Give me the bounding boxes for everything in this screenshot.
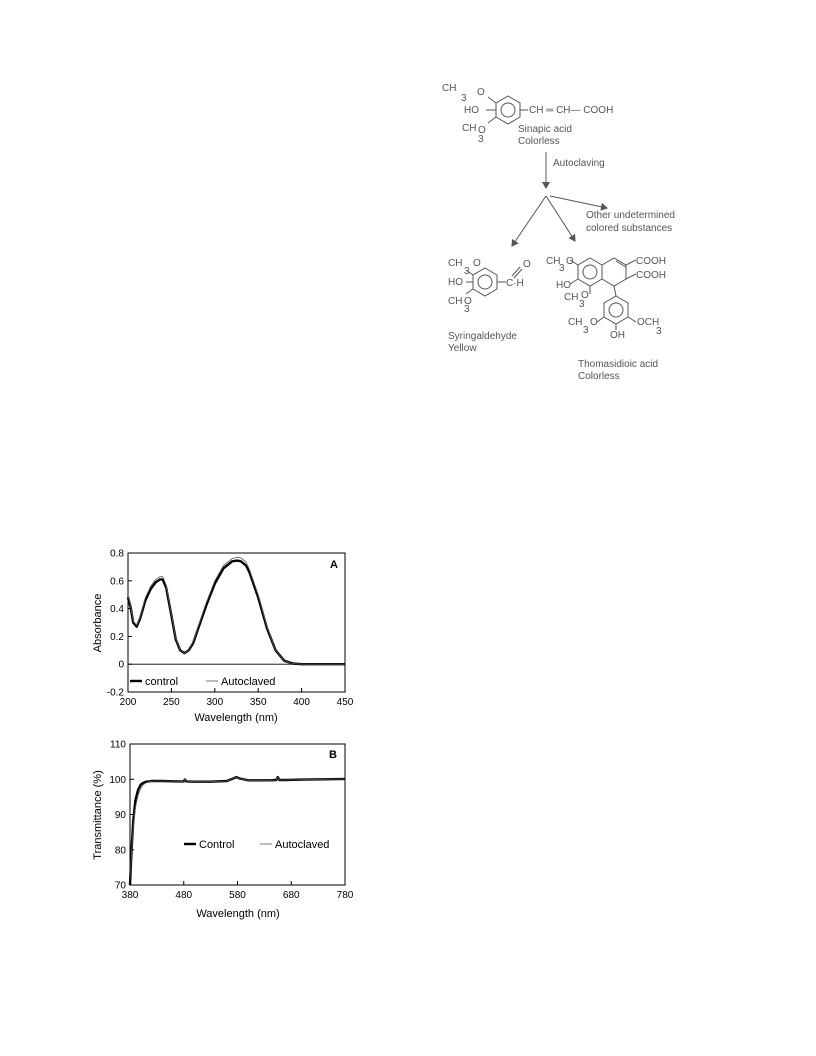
chartB-x-ticks — [122, 881, 354, 901]
chartB-legend-control-label: Control — [199, 839, 235, 851]
sinapic-ho: HO — [464, 105, 479, 116]
syr-aldehyde-o: O — [523, 259, 531, 270]
chartA-x-ticks — [120, 688, 354, 708]
chartB-x-tick-label: 380 — [121, 890, 139, 901]
tho-o-left: O — [590, 317, 598, 328]
chartA-x-tick-label: 350 — [249, 697, 267, 708]
tho-cooh-1: COOH — [636, 256, 666, 267]
autoclaving-label: Autoclaving — [553, 158, 605, 169]
sinapic-acid-color: Colorless — [518, 136, 560, 147]
sinapic-ch3-bottom: CH — [462, 123, 477, 134]
reaction-scheme — [440, 78, 720, 388]
chartA-y-tick-label: 0.8 — [110, 548, 124, 560]
syr-ch3-top: CH — [448, 258, 463, 269]
sinapic-o-top: O — [477, 87, 485, 98]
chartB-legend — [184, 839, 329, 851]
chartB-y-tick-label: 80 — [114, 845, 126, 857]
chartB-series-control-line — [130, 777, 345, 885]
chartA-y-axis-label: Absorbance — [92, 593, 104, 653]
chartB-series-autoclaved-line — [130, 777, 345, 885]
chartA-y-tick-label: -0.2 — [106, 687, 124, 699]
chartB-x-tick-label: 480 — [175, 890, 193, 901]
syr-3-bottom: 3 — [464, 304, 470, 315]
syr-o-top: O — [473, 258, 481, 269]
thomasidioic-acid-name: Thomasidioic acid — [578, 359, 659, 370]
other-substances-line2: colored substances — [586, 223, 673, 234]
syringaldehyde-name: Syringaldehyde — [448, 331, 517, 342]
syr-3-top: 3 — [464, 266, 470, 277]
chartA-x-tick-label: 250 — [163, 697, 180, 708]
sinapic-3-bottom: 3 — [478, 134, 484, 145]
chartA-x-tick-label: 200 — [119, 697, 137, 708]
tho-3-top: 3 — [559, 263, 565, 274]
sinapic-3-top: 3 — [461, 93, 467, 104]
tho-3-mid: 3 — [579, 299, 585, 310]
absorbance-chart — [88, 545, 358, 725]
syr-aldehyde-ch: C·H — [506, 278, 524, 289]
chartB-y-tick-label: 70 — [114, 880, 126, 892]
chartB-y-tick-label: 110 — [110, 739, 126, 751]
sinapic-ch3-top: CH — [442, 83, 457, 94]
sinapic-acid-name: Sinapic acid — [518, 124, 572, 135]
tho-o-top: O — [566, 256, 574, 267]
other-substances-line1: Other undetermined — [586, 210, 675, 221]
tho-3-left: 3 — [583, 325, 589, 336]
thomasidioic-acid-color: Colorless — [578, 371, 620, 382]
tho-ch3-mid: CH — [564, 292, 579, 303]
tho-cooh-2: COOH — [636, 270, 666, 281]
chartA-series-control-line — [128, 561, 345, 665]
chartA-legend-autoclaved-label: Autoclaved — [221, 676, 276, 688]
syringaldehyde-color: Yellow — [448, 343, 477, 354]
chartA-legend-control-label: control — [145, 676, 179, 688]
sinapic-o-bottom: O — [478, 125, 486, 136]
syr-ch3-bottom: CH — [448, 296, 463, 307]
chartB-panel-label: B — [329, 749, 337, 761]
tho-oh: OH — [610, 330, 625, 341]
chartA-x-tick-label: 400 — [293, 697, 310, 708]
syr-o-bottom: O — [464, 296, 472, 307]
chartA-panel-label: A — [330, 559, 338, 571]
tho-o-mid: O — [581, 290, 589, 301]
tho-ch3-top: CH — [546, 256, 561, 267]
chartB-y-axis-label: Transmittance (%) — [92, 770, 104, 860]
chartA-series-autoclaved-line — [128, 557, 345, 664]
chartA-lines — [128, 557, 345, 664]
chartB-y-tick-label: 90 — [114, 810, 126, 821]
chartB-legend-autoclaved-label: Autoclaved — [275, 839, 330, 851]
tho-3-right: 3 — [656, 326, 662, 337]
chartB-x-tick-label: 780 — [336, 890, 354, 901]
chartB-lines — [130, 777, 345, 885]
tho-ch3-left: CH — [568, 317, 583, 328]
chartA-x-tick-label: 300 — [206, 697, 224, 708]
chartA-y-tick-label: 0 — [118, 659, 124, 671]
chartB-x-tick-label: 680 — [282, 890, 300, 901]
tho-och3-right: OCH — [637, 317, 660, 328]
chartA-frame — [128, 553, 345, 692]
chartA-x-axis-label: Wavelength (nm) — [194, 712, 278, 724]
chartA-y-tick-label: 0.6 — [110, 576, 124, 588]
transmittance-chart — [88, 735, 358, 920]
sinapic-acid-structure — [486, 96, 528, 124]
sinapic-side-chain: CH ═ CH— COOH — [529, 105, 614, 116]
chartA-legend — [130, 676, 275, 688]
chartB-frame — [130, 744, 345, 885]
chartA-y-tick-label: 0.4 — [110, 604, 124, 616]
chartA-y-tick-label: 0.2 — [110, 631, 124, 643]
chartB-y-tick-label: 100 — [109, 774, 126, 786]
chartA-x-tick-label: 450 — [336, 697, 354, 708]
tho-ho: HO — [556, 280, 571, 291]
syr-ho: HO — [448, 277, 463, 288]
chartB-x-tick-label: 580 — [229, 890, 246, 901]
chartB-x-axis-label: Wavelength (nm) — [196, 908, 280, 920]
